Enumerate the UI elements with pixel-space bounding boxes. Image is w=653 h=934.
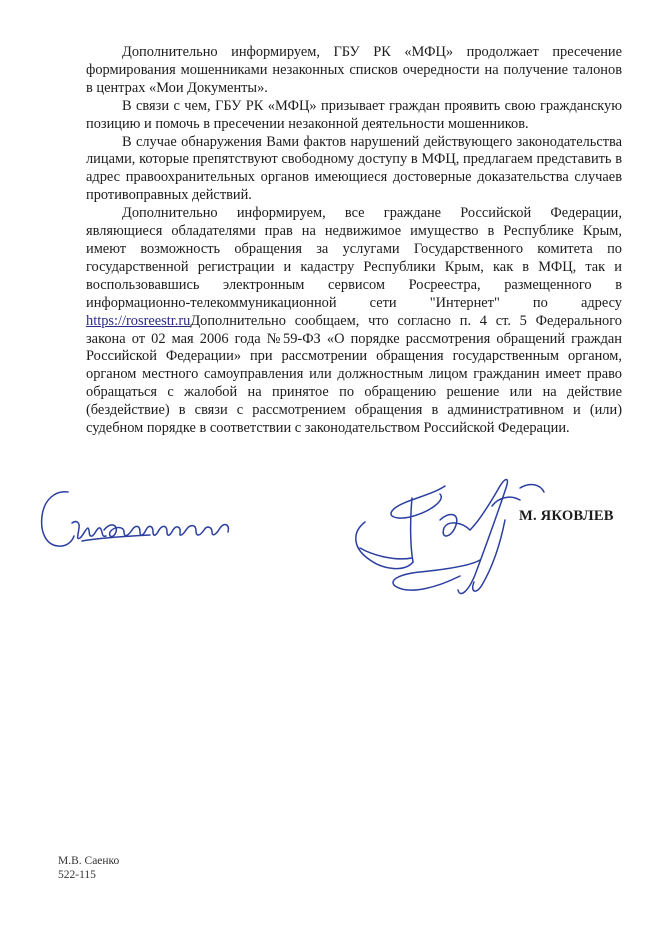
executor-phone: 522-115	[58, 869, 96, 881]
rosreestr-link[interactable]: https://rosreestr.ru	[86, 312, 191, 329]
executor-info	[58, 854, 119, 882]
paragraph-1: Дополнительно информируем, ГБУ РК «МФЦ» продолжает пресечение формирования мошенниками незаконных списков очередности на получение талонов в центрах «Мои Документы».	[86, 44, 622, 96]
executor-name: М.В. Саенко	[58, 855, 120, 867]
paragraph-4-end: Дополнительно сообщаем, что согласно п. 4 ст. 5 Федерального закона от 02 мая 2006 года №59-ФЗ «О порядке рассмотрения обращений граждан Российской Федерации» при рассмотрении обращения государственным органом, органом местного самоуправления или должностным лицом гражданин имеет право обращаться с жалобой на принятое по обращению решение или на действие (бездействие) в связи с рассмотрением обращения в административном и (или) судебном порядке в соответствии с законодательством Российской Федерации.	[86, 312, 622, 437]
paragraph-2: В связи с чем, ГБУ РК «МФЦ» призывает граждан проявить свою гражданскую позицию и помочь в пресечении незаконной деятельности мошенников.	[86, 97, 622, 132]
closing-handwriting	[42, 492, 229, 546]
signature-flourish	[356, 480, 544, 594]
paragraph-4-start: Дополнительно информируем, все граждане Российской Федерации, являющиеся обладателями прав на недвижимое имущество в Республике Крым, имеют возможность обращения за услугами Государственного комитета по государственной регистрации и кадастру Республики Крым, как в МФЦ, так и воспользовавшись электронным сервисом Росреестра, размещенного в информационно-телекоммуникационной сети "Интернет" по адресу	[86, 205, 622, 311]
signatory-name: М. ЯКОВЛЕВ	[519, 508, 614, 524]
paragraph-3: В случае обнаружения Вами фактов нарушений действующего законодательства лицами, которые препятствуют свободному доступу в МФЦ, предлагаем представить в адрес правоохранительных органов имеющиеся достоверные доказательства случаев противоправных действий.	[86, 133, 622, 204]
